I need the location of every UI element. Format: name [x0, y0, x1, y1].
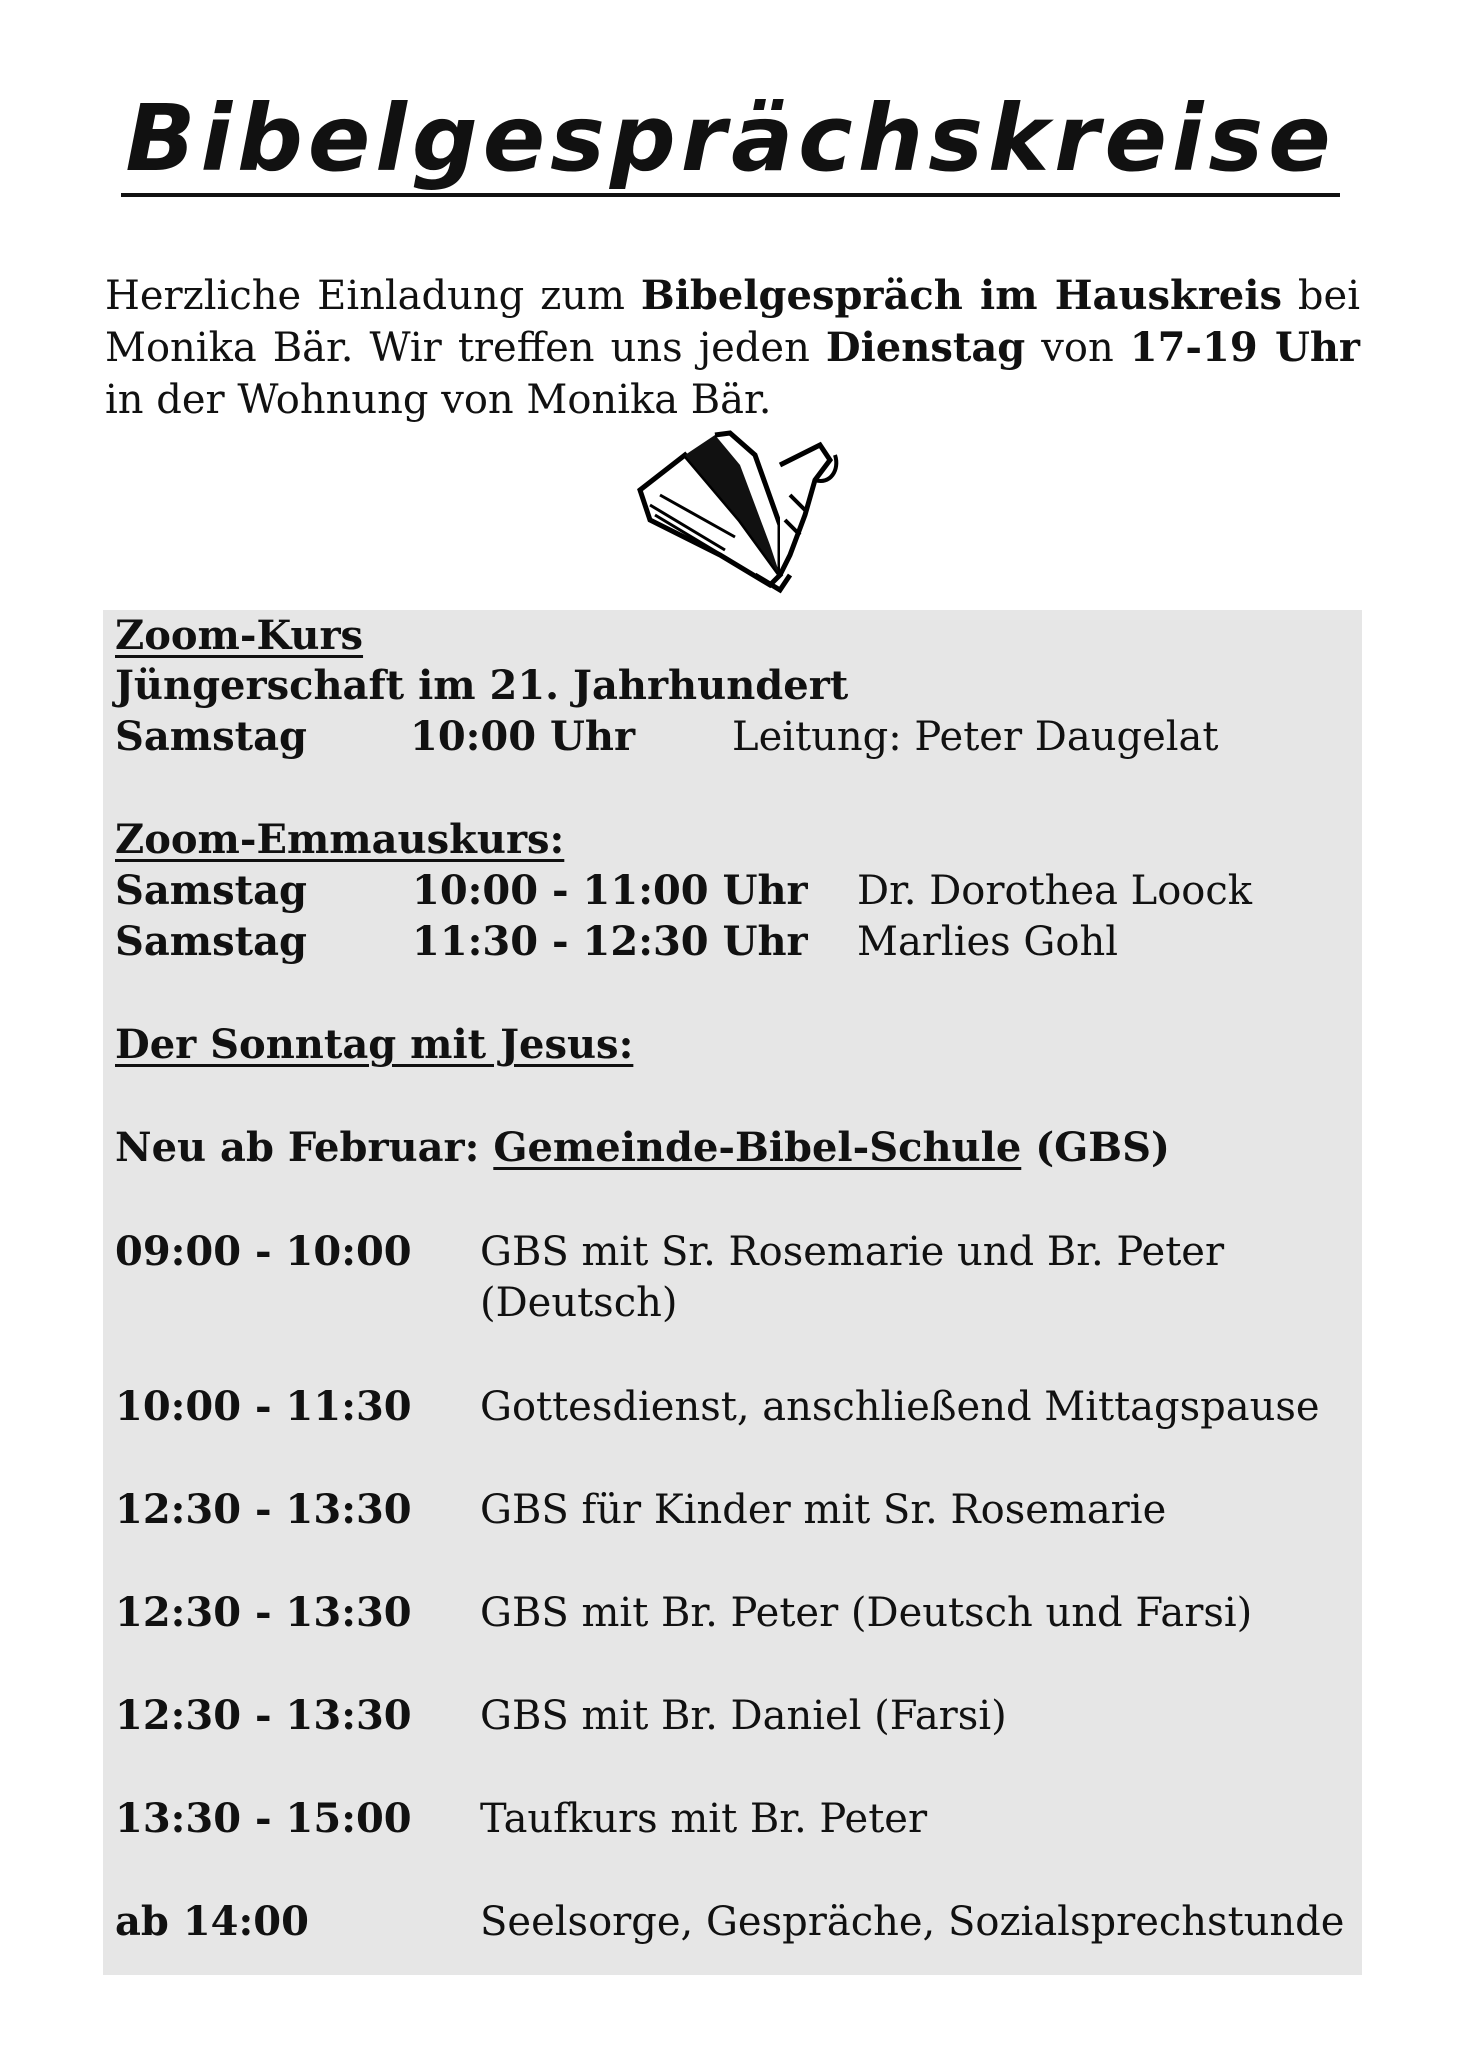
schedule-desc-6: Taufkurs mit Br. Peter	[480, 1796, 928, 1842]
schedule-time-5: 12:30 - 13:30	[115, 1692, 412, 1739]
page-title-wrap	[0, 85, 1461, 197]
schedule-time-2: 10:00 - 11:30	[115, 1383, 412, 1430]
zoom-kurs-heading: Zoom-Kurs	[115, 612, 364, 659]
sonntag-heading: Der Sonntag mit Jesus:	[115, 1021, 634, 1068]
intro-bold-day: Dienstag	[825, 324, 1026, 371]
intro-text-2: bei Monika Bär. Wir treffen uns jeden	[105, 273, 1360, 371]
emmaus-row-2-leader: Marlies Gohl	[857, 919, 1119, 965]
schedule-desc-7: Seelsorge, Gespräche, Sozialsprechstunde	[480, 1899, 1345, 1945]
intro-text-1: Herzliche Einladung zum	[105, 273, 641, 319]
intro-bold-hauskreis: Bibelgespräch im Hauskreis	[640, 272, 1282, 319]
schedule-time-7: ab 14:00	[115, 1898, 309, 1945]
zoom-kurs-subtitle: Jüngerschaft im 21. Jahrhundert	[115, 662, 849, 709]
schedule-time-4: 12:30 - 13:30	[115, 1589, 412, 1636]
neu-ab-februar-line	[115, 1122, 1170, 1174]
schedule-desc-4: GBS mit Br. Peter (Deutsch und Farsi)	[480, 1590, 1253, 1636]
intro-text-3: von	[1025, 325, 1130, 371]
emmaus-row-1-leader: Dr. Dorothea Loock	[857, 868, 1253, 914]
emmaus-row-2-day: Samstag	[115, 918, 308, 965]
neu-prefix: Neu ab Februar:	[115, 1124, 494, 1171]
schedule-time-6: 13:30 - 15:00	[115, 1795, 412, 1842]
schedule-desc-1: GBS mit Sr. Rosemarie und Br. Peter	[480, 1229, 1225, 1275]
schedule-desc-3: GBS für Kinder mit Sr. Rosemarie	[480, 1487, 1167, 1533]
emmaus-row-1-day: Samstag	[115, 867, 308, 914]
emmaus-heading: Zoom-Emmauskurs:	[115, 816, 565, 863]
schedule-desc-2: Gottesdienst, anschließend Mittagspause	[480, 1384, 1320, 1430]
schedule-desc-5: GBS mit Br. Daniel (Farsi)	[480, 1693, 1007, 1739]
intro-text-4: in der Wohnung von Monika Bär.	[105, 377, 772, 423]
intro-paragraph	[105, 270, 1360, 426]
emmaus-row-1-time: 10:00 - 11:00 Uhr	[412, 867, 808, 914]
zoom-kurs-leader: Leitung: Peter Daugelat	[732, 714, 1219, 760]
schedule-time-1: 09:00 - 10:00	[115, 1228, 412, 1275]
gbs-abbrev: (GBS)	[1021, 1124, 1170, 1171]
schedule-time-3: 12:30 - 13:30	[115, 1486, 412, 1533]
gbs-title: Gemeinde-Bibel-Schule	[493, 1124, 1022, 1171]
emmaus-row-2-time: 11:30 - 12:30 Uhr	[412, 918, 808, 965]
schedule-desc-1-cont: (Deutsch)	[480, 1280, 678, 1326]
intro-bold-time: 17-19 Uhr	[1129, 324, 1361, 371]
page-title: Bibelgesprächskreise	[121, 88, 1339, 197]
zoom-kurs-day: Samstag	[115, 713, 308, 760]
open-bible-icon	[630, 425, 850, 595]
zoom-kurs-time: 10:00 Uhr	[410, 713, 636, 760]
